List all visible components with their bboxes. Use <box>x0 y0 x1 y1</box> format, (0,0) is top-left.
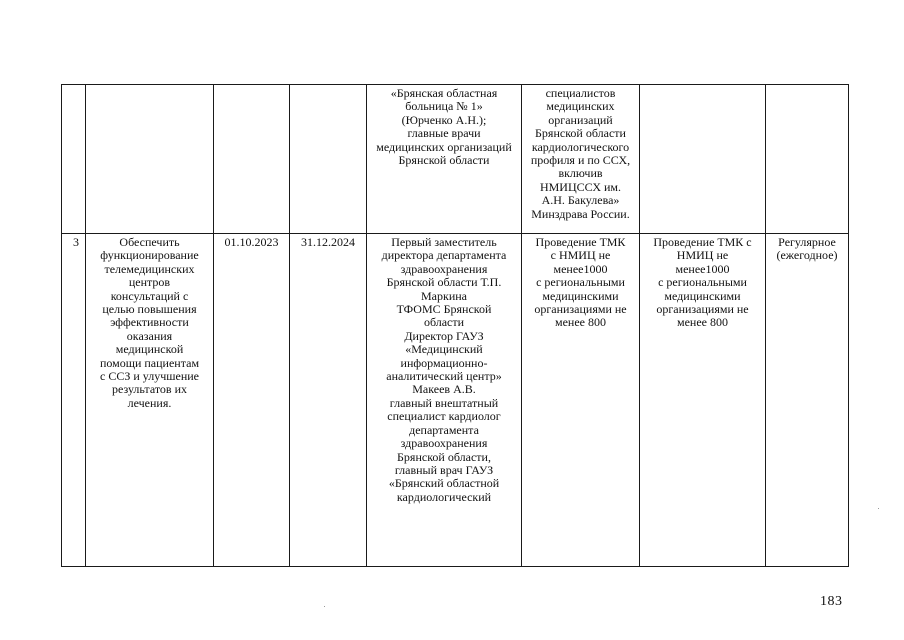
cell-text-line: эффективности <box>110 315 189 330</box>
cell-text-line: организациями не <box>656 302 749 317</box>
cell-text-line: специалист кардиолог <box>387 409 501 424</box>
cell-text-line: лечения. <box>127 395 172 410</box>
cell-text-line: включив <box>558 166 603 181</box>
cell-number <box>62 85 86 234</box>
cell-text-line: Маркина <box>421 288 467 303</box>
cell-text-line: консультаций с <box>110 288 189 303</box>
cell-text-line: «Брянская областная <box>390 86 498 100</box>
cell-text-line: Брянской области, <box>397 449 491 464</box>
cell-text-line: кардиологический <box>396 489 492 504</box>
cell-text-line: медицинских организаций <box>376 139 512 154</box>
cell-text-line: аналитический центр» <box>386 369 502 384</box>
cell-text-line: с региональными <box>536 275 625 290</box>
table-row <box>62 234 849 567</box>
cell-text-line: телемедицинских <box>104 261 195 276</box>
cell-text-line: (ежегодное) <box>776 248 838 263</box>
page-number: 183 <box>820 594 843 609</box>
table-row <box>62 85 849 234</box>
cell-indicator <box>640 234 766 567</box>
cell-end-date <box>290 85 367 234</box>
cell-text-line: здравоохранения <box>400 436 488 451</box>
cell-text-line: помощи пациентам <box>99 355 200 370</box>
cell-text-line: «Медицинский <box>405 342 483 357</box>
cell-regularity <box>766 234 849 567</box>
cell-text-line: кардиологического <box>531 139 630 154</box>
cell-text-line: организаций <box>548 112 613 127</box>
cell-responsible <box>367 85 522 234</box>
cell-text-line: медицинскими <box>542 288 619 303</box>
cell-activity <box>86 234 214 567</box>
cell-text-line: Брянской области Т.П. <box>386 275 502 290</box>
scan-speck <box>324 606 325 607</box>
cell-text-line: НМИЦССХ им. <box>539 179 622 194</box>
cell-text-line: центров <box>128 275 171 290</box>
cell-text-line: менее1000 <box>553 261 608 276</box>
cell-start-date: 01.10.2023 <box>214 234 290 567</box>
cell-result-characteristic <box>522 85 640 234</box>
cell-text-line: с НМИЦ не <box>550 248 611 263</box>
cell-text-line: организациями не <box>534 302 627 317</box>
cell-text-line: функционирование <box>100 248 199 263</box>
cell-text-line: здравоохранения <box>400 261 488 276</box>
cell-text-line: менее1000 <box>675 261 730 276</box>
cell-text-line: Брянской области <box>398 153 490 168</box>
cell-text-line: результатов их <box>111 382 188 397</box>
cell-text-line: Проведение ТМК <box>535 235 626 249</box>
cell-text-line: медицинской <box>115 342 184 357</box>
cell-text-line: НМИЦ не <box>676 248 729 263</box>
cell-text-line: менее 800 <box>555 315 606 330</box>
cell-text-line: целью повышения <box>102 302 197 317</box>
cell-text-line: департамента <box>409 422 479 437</box>
cell-text-line: менее 800 <box>677 315 728 330</box>
cell-text-line: «Брянский областной <box>388 476 500 491</box>
cell-text-line: Первый заместитель <box>391 235 497 249</box>
cell-regularity <box>766 85 849 234</box>
cell-text-line: с региональными <box>658 275 747 290</box>
cell-text-line: директора департамента <box>381 248 507 263</box>
cell-text-line: профиля и по ССХ, <box>530 153 631 168</box>
cell-activity <box>86 85 214 234</box>
cell-text-line: главный врач ГАУЗ <box>394 462 494 477</box>
plan-table <box>61 84 849 567</box>
cell-text-line: медицинскими <box>664 288 741 303</box>
cell-text-line: главные врачи <box>407 126 481 141</box>
cell-number: 3 <box>62 234 86 567</box>
cell-text-line: Макеев А.В. <box>412 382 476 397</box>
cell-text-line: больница № 1» <box>405 99 483 114</box>
cell-text-line: Проведение ТМК с <box>653 235 752 249</box>
cell-text-line: Брянской области <box>535 126 626 141</box>
cell-text-line: ТФОМС Брянской <box>396 302 492 317</box>
cell-text-line: медицинских <box>546 99 615 114</box>
cell-text-line: Минздрава России. <box>531 206 630 221</box>
cell-end-date: 31.12.2024 <box>290 234 367 567</box>
cell-text-line: (Юрченко А.Н.); <box>401 112 487 127</box>
cell-responsible <box>367 234 522 567</box>
cell-text-line: Регулярное <box>778 235 836 249</box>
cell-text-line: специалистов <box>545 86 616 100</box>
scan-speck <box>878 508 879 509</box>
plan-table-wrapper <box>61 84 848 567</box>
cell-result-characteristic <box>522 234 640 567</box>
cell-indicator <box>640 85 766 234</box>
cell-text-line: оказания <box>126 328 173 343</box>
cell-text-line: главный внештатный <box>389 395 499 410</box>
cell-start-date <box>214 85 290 234</box>
cell-text-line: Директор ГАУЗ <box>404 328 484 343</box>
cell-text-line: Обеспечить <box>119 235 180 249</box>
cell-text-line: области <box>423 315 465 330</box>
cell-text-line: А.Н. Бакулева» <box>541 193 620 208</box>
cell-text-line: с ССЗ и улучшение <box>100 369 199 384</box>
cell-text-line: информационно- <box>400 355 488 370</box>
